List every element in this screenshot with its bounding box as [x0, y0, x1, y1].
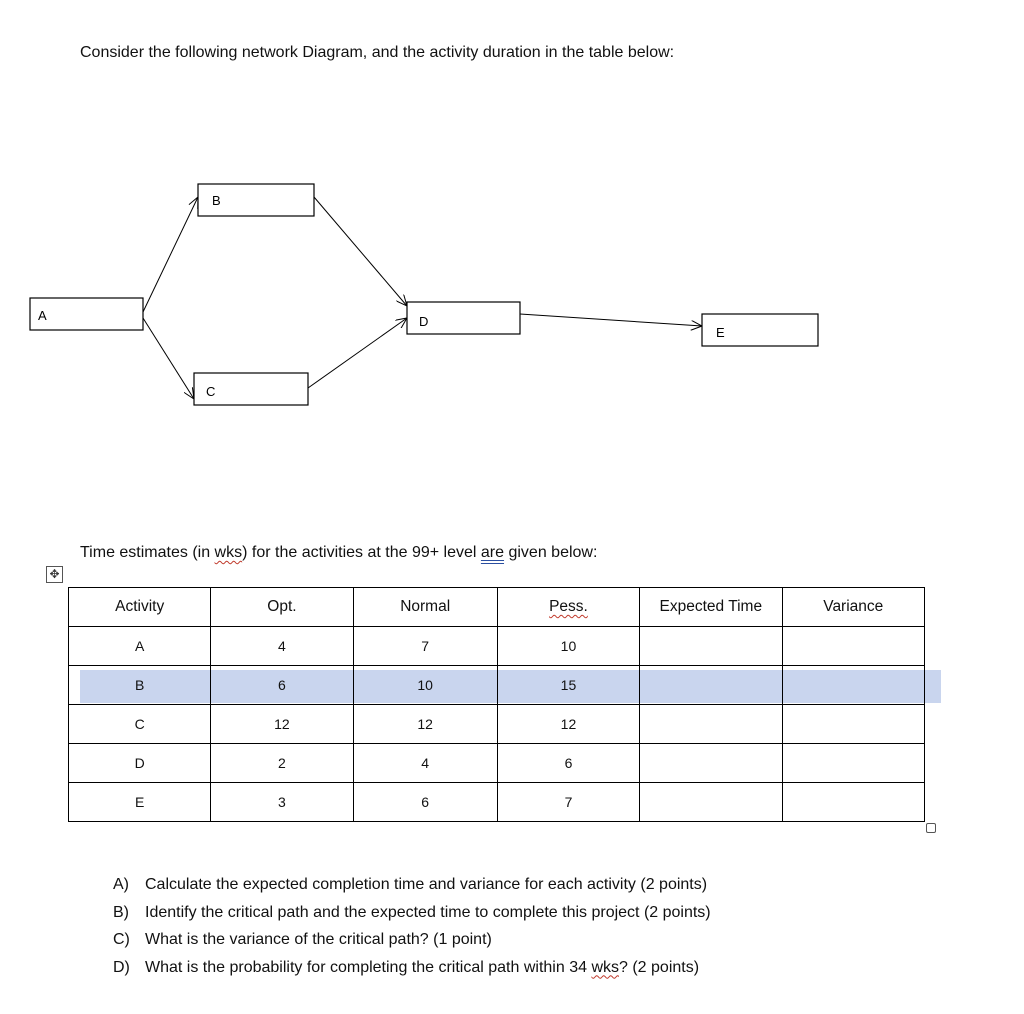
node-b-label: B	[212, 193, 221, 208]
table-move-handle-icon[interactable]: ✥	[46, 566, 63, 583]
cell-variance[interactable]	[782, 744, 924, 783]
cell-activity[interactable]: A	[69, 627, 211, 666]
table-row	[69, 627, 925, 666]
node-b	[198, 184, 314, 216]
table-row	[69, 783, 925, 822]
cell-opt[interactable]: 4	[211, 627, 353, 666]
cell-activity[interactable]: C	[69, 705, 211, 744]
node-e	[702, 314, 818, 346]
edge-a-b	[143, 197, 198, 312]
cell-expected-time[interactable]	[640, 705, 782, 744]
cell-pess[interactable]: 12	[497, 705, 639, 744]
node-d-label: D	[419, 314, 429, 329]
question-item: A) Calculate the expected completion time and variance for each activity (2 points)	[113, 876, 708, 893]
table-row	[69, 744, 925, 783]
cell-variance[interactable]	[782, 666, 924, 705]
cell-pess[interactable]: 7	[497, 783, 639, 822]
cell-normal[interactable]: 7	[353, 627, 497, 666]
cell-activity[interactable]: D	[69, 744, 211, 783]
edge-d-e	[520, 314, 702, 326]
question-list	[113, 871, 711, 981]
spellcheck-wks: wks	[214, 544, 243, 561]
table-header-row	[69, 588, 925, 627]
cell-expected-time[interactable]	[640, 783, 782, 822]
question-item: C) What is the variance of the critical path? (1 point)	[113, 931, 492, 948]
node-d	[407, 302, 520, 334]
table-resize-handle[interactable]	[926, 823, 936, 833]
cell-normal[interactable]: 12	[353, 705, 497, 744]
header-activity: Activity	[69, 588, 211, 627]
node-c-label: C	[206, 384, 216, 399]
time-estimates-table	[68, 587, 925, 822]
cell-variance[interactable]	[782, 627, 924, 666]
cell-expected-time[interactable]	[640, 666, 782, 705]
question-item: D) What is the probability for completing the critical path within 34 wks? (2 points)	[113, 958, 700, 976]
intro-text: Consider the following network Diagram, and the activity duration in the table below:	[80, 44, 675, 61]
cell-normal[interactable]: 6	[353, 783, 497, 822]
cell-normal[interactable]: 4	[353, 744, 497, 783]
header-expected-time: Expected Time	[640, 588, 782, 627]
cell-activity[interactable]: E	[69, 783, 211, 822]
spellcheck-wks: wks	[591, 958, 619, 976]
node-a-label: A	[38, 308, 47, 323]
node-e-label: E	[716, 325, 725, 340]
edge-b-d	[314, 197, 407, 306]
header-normal: Normal	[353, 588, 497, 627]
question-item: B) Identify the critical path and the expected time to complete this project (2 points)	[113, 903, 711, 921]
cell-pess[interactable]: 6	[497, 744, 639, 783]
header-pess: Pess.	[497, 588, 639, 627]
node-a	[30, 298, 143, 330]
cell-variance[interactable]	[782, 705, 924, 744]
table-caption: Time estimates (in wks) for the activities at the 99+ level are given below:	[80, 544, 598, 561]
cell-pess[interactable]: 10	[497, 627, 639, 666]
cell-opt[interactable]: 12	[211, 705, 353, 744]
header-opt: Opt.	[211, 588, 353, 627]
edge-a-c	[143, 318, 194, 399]
cell-opt[interactable]: 6	[211, 666, 353, 705]
cell-expected-time[interactable]	[640, 744, 782, 783]
cell-pess[interactable]: 15	[497, 666, 639, 705]
cell-activity[interactable]: B	[69, 666, 211, 705]
table-row	[69, 666, 925, 705]
header-variance: Variance	[782, 588, 924, 627]
edge-c-d	[308, 318, 407, 388]
cell-variance[interactable]	[782, 783, 924, 822]
node-c	[194, 373, 308, 405]
grammar-check-are: are	[480, 544, 505, 561]
table-row	[69, 705, 925, 744]
cell-normal[interactable]: 10	[353, 666, 497, 705]
cell-expected-time[interactable]	[640, 627, 782, 666]
cell-opt[interactable]: 2	[211, 744, 353, 783]
cell-opt[interactable]: 3	[211, 783, 353, 822]
